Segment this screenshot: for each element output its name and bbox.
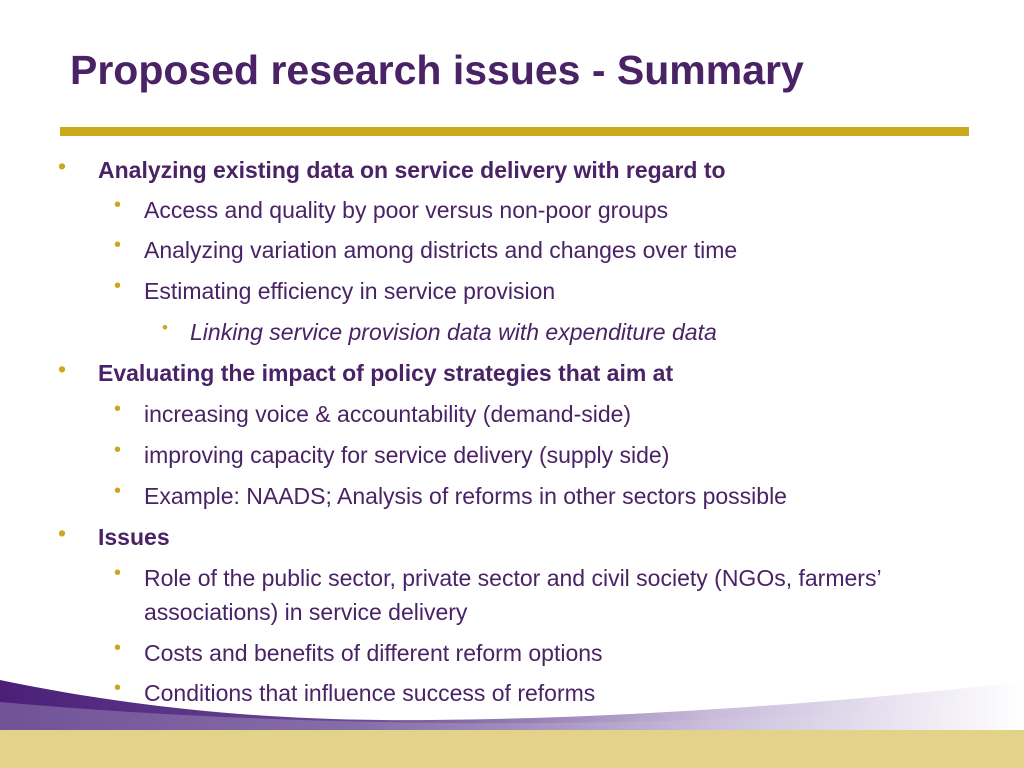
bullet-text: increasing voice & accountability (demand-side) — [144, 401, 632, 427]
bullet-icon: • — [58, 356, 67, 382]
bullet-icon: • — [114, 677, 122, 699]
bullet-text: Estimating efficiency in service provision — [144, 278, 556, 304]
footer-wave-decoration — [0, 650, 1024, 768]
bullet-icon: • — [58, 153, 67, 179]
bullet-icon: • — [114, 398, 122, 420]
bullet-text: Linking service provision data with expenditure data — [190, 319, 717, 345]
bullet-icon: • — [114, 439, 122, 461]
bullet-item-role-sectors — [114, 561, 954, 629]
bullet-icon: • — [114, 194, 122, 216]
footer-band — [0, 730, 1024, 768]
title-divider — [60, 127, 969, 136]
bullet-text: Conditions that influence success of reforms — [144, 680, 596, 706]
bullet-text: Analyzing variation among districts and changes over time — [144, 237, 738, 263]
bullet-text: Access and quality by poor versus non-poor groups — [144, 197, 669, 223]
bullet-icon: • — [114, 234, 122, 256]
bullet-item-access-quality — [114, 193, 669, 227]
bullet-text: Example: NAADS; Analysis of reforms in other sectors possible — [144, 483, 787, 509]
bullet-icon: • — [162, 318, 168, 337]
bullet-icon: • — [58, 520, 67, 546]
bullet-item-variation-districts — [114, 233, 738, 267]
slide-title: Proposed research issues - Summary — [70, 47, 804, 93]
bullet-icon: • — [114, 275, 122, 297]
bullet-item-naads-example — [114, 479, 787, 513]
bullet-text: Analyzing existing data on service delivery with regard to — [98, 157, 726, 183]
bullet-item-analyzing-data — [58, 153, 726, 187]
bullet-item-efficiency — [114, 274, 556, 308]
bullet-item-evaluating-impact — [58, 356, 674, 390]
bullet-icon: • — [114, 480, 122, 502]
bullet-item-capacity — [114, 438, 670, 472]
bullet-text: Role of the public sector, private sector and civil society (NGOs, farmers’ associations) in service delivery — [144, 565, 881, 625]
bullet-item-voice-accountability — [114, 397, 632, 431]
bullet-item-linking-expenditure — [162, 315, 717, 349]
bullet-item-issues — [58, 520, 170, 554]
bullet-text: Evaluating the impact of policy strategies that aim at — [98, 360, 674, 386]
bullet-icon: • — [114, 562, 122, 584]
bullet-text: Costs and benefits of different reform options — [144, 640, 603, 666]
bullet-icon: • — [114, 637, 122, 659]
bullet-text: Issues — [98, 524, 170, 550]
bullet-text: improving capacity for service delivery (supply side) — [144, 442, 670, 468]
